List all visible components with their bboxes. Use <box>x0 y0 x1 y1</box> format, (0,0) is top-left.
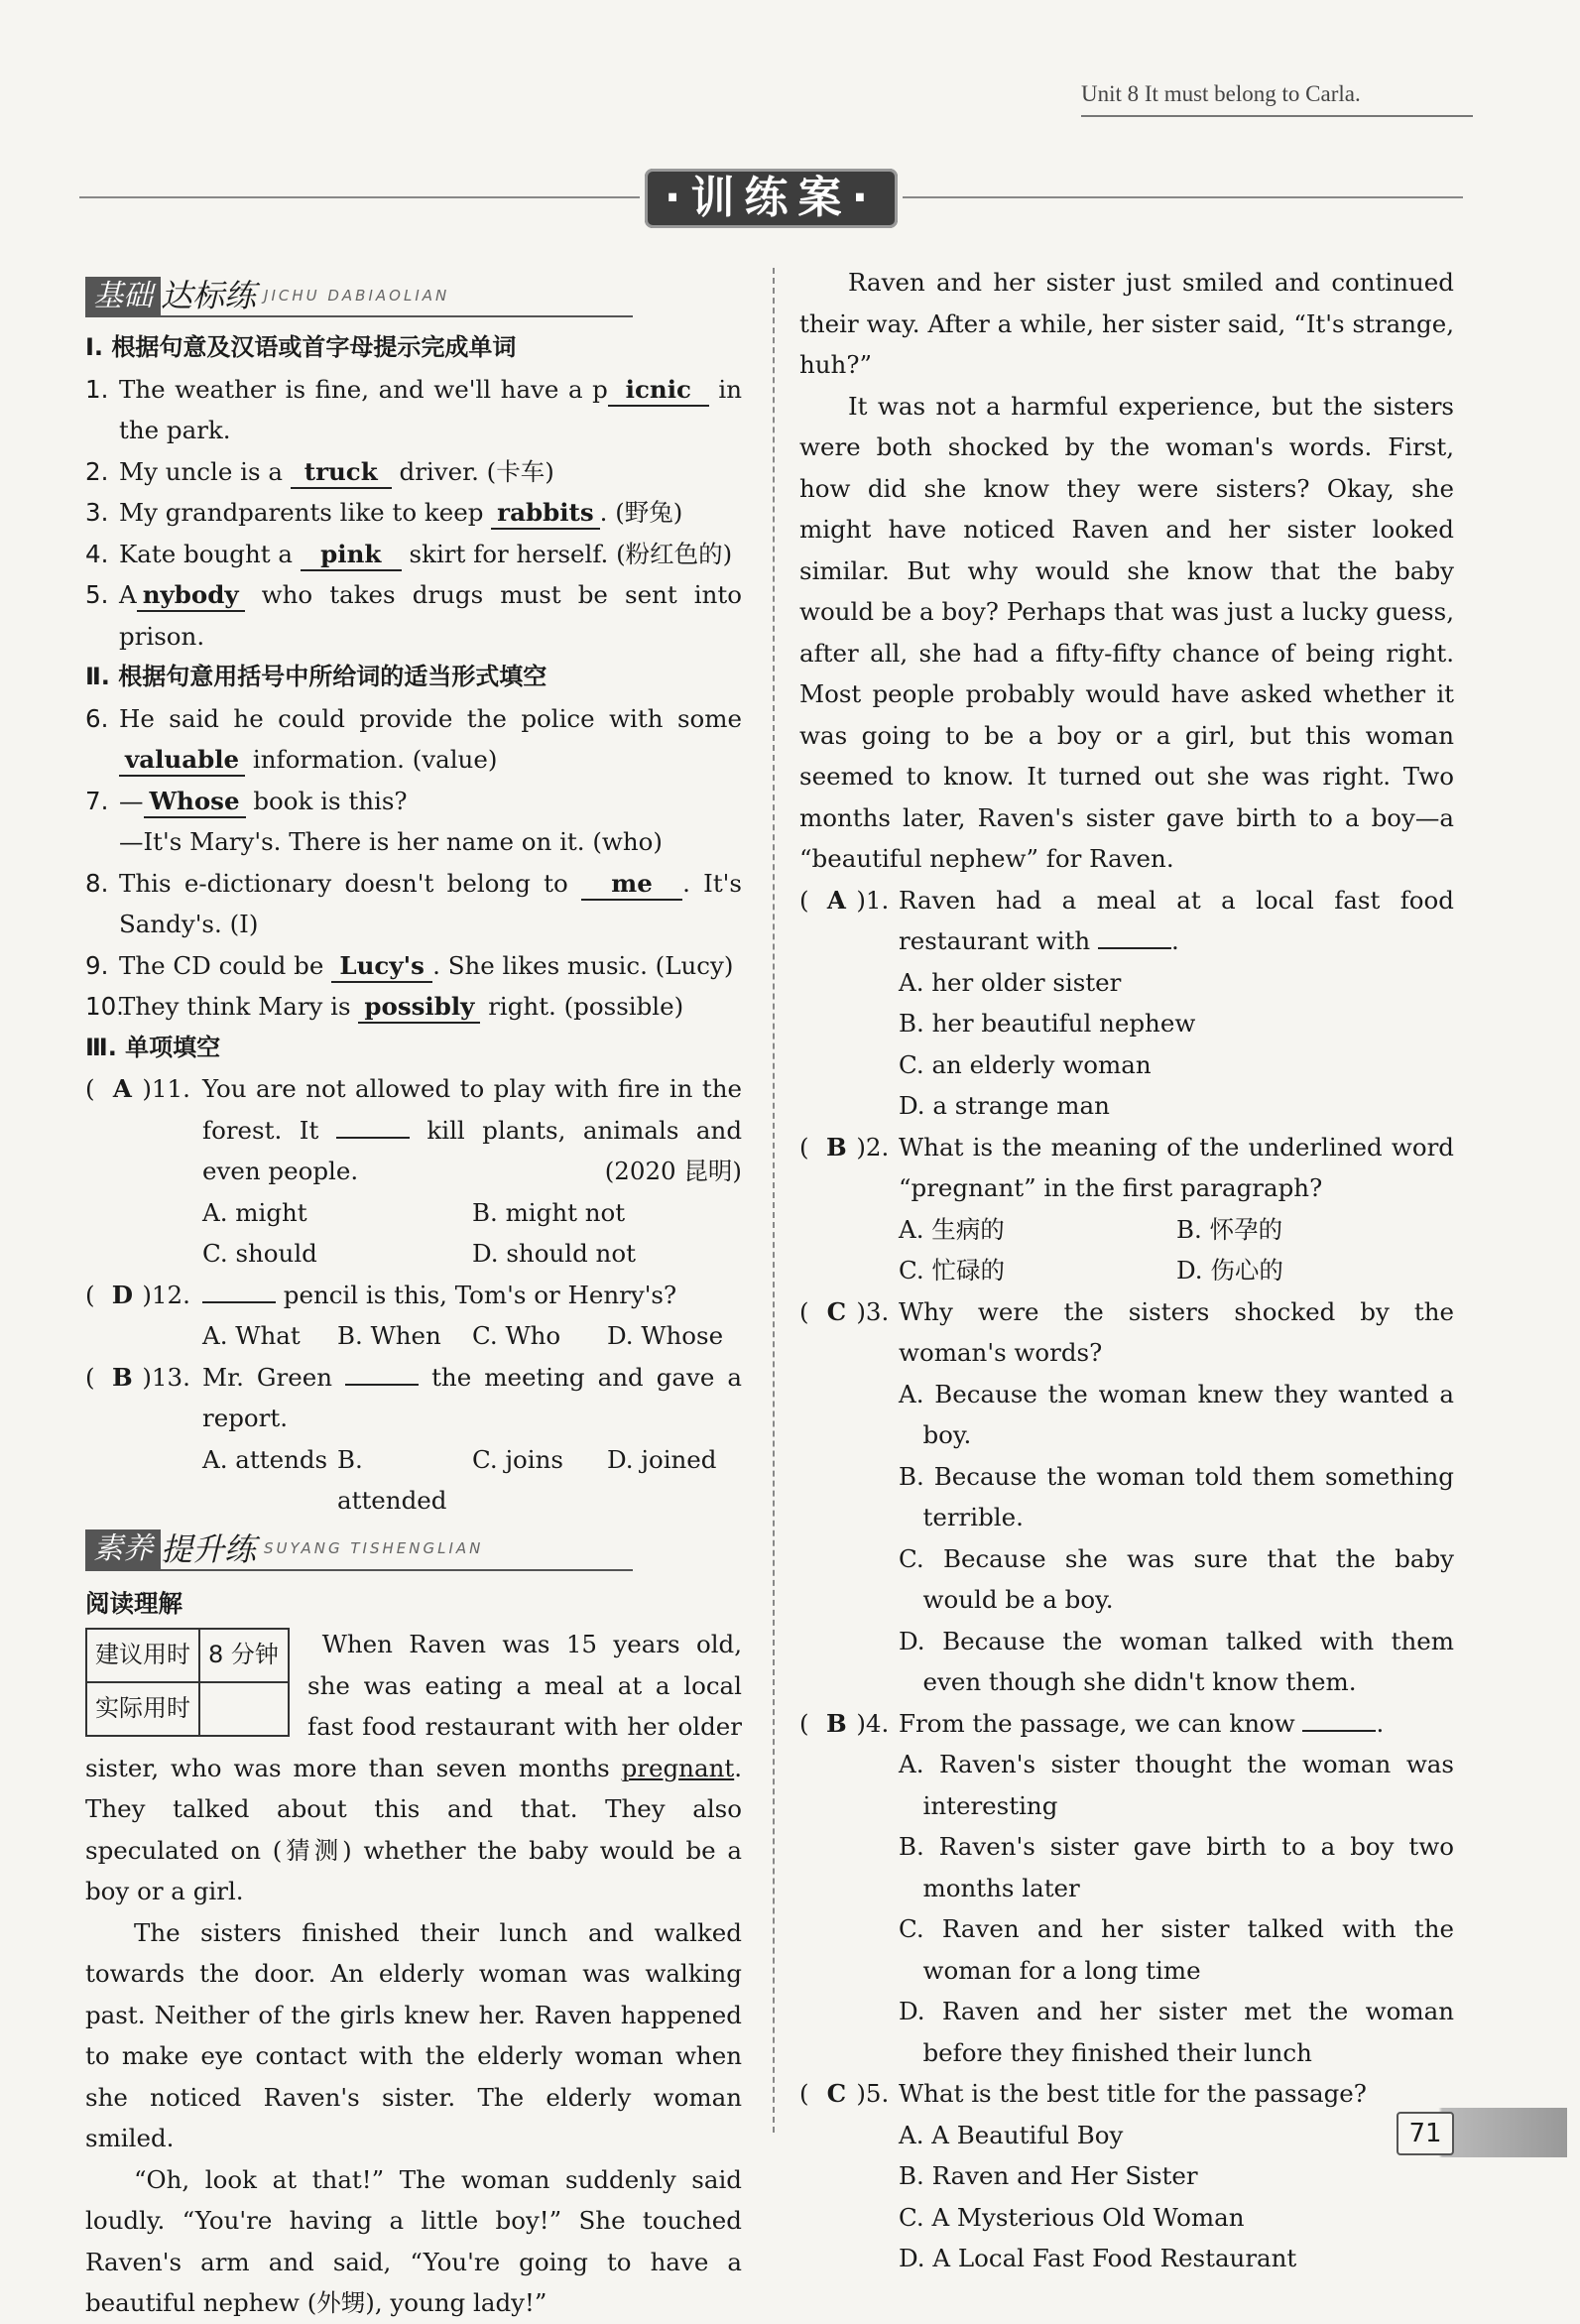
option: C. Raven and her sister talked with the woman for a long time <box>899 1914 1454 1985</box>
reading-question: ( B )2. What is the meaning of the underlined word “pregnant” in the first paragraph? A. 生病的 B. 怀孕的 C. 忙碌的 D. 伤心的 <box>799 1127 1454 1291</box>
options-13: A. attends B. attended C. joins D. joined <box>202 1444 717 1515</box>
column-divider <box>773 268 775 2133</box>
option: B. Because the woman told them something terrible. <box>899 1461 1454 1531</box>
question-13: ( B )13. Mr. Green the meeting and gave a report. <box>85 1357 742 1439</box>
part-heading: Ⅱ. 根据句意用括号中所给词的适当形式填空 <box>85 663 547 690</box>
section-banner: ·训练案· <box>645 169 898 228</box>
question-options <box>799 2115 1454 2279</box>
passage-paragraph-4: Raven and her sister just smiled and continued their way. After a while, her sister said, “It's strange, huh?” <box>799 268 1454 379</box>
option: B. her beautiful nephew <box>899 1009 1196 1038</box>
question-options: A. 生病的 B. 怀孕的 C. 忙碌的 D. 伤心的 <box>899 1214 1283 1284</box>
passage-paragraph-3: “Oh, look at that!” The woman suddenly said loudly. “You're having a little boy!” She touched Raven's arm and said, “You're going to have a beautiful nephew (外甥), young lady!” <box>85 2164 742 2317</box>
reading-questions <box>799 880 1454 2279</box>
running-head-rule <box>1081 115 1473 117</box>
section-header-advanced <box>85 1528 742 1579</box>
answer-blank[interactable]: Lucy's <box>331 951 432 983</box>
question-options <box>799 1374 1454 1703</box>
option: C. A Mysterious Old Woman <box>899 2202 1245 2232</box>
part-heading: Ⅰ. 根据句意及汉语或首字母提示完成单词 <box>85 333 517 361</box>
part2-list <box>85 698 742 1028</box>
fill-item: 4. Kate bought a pink skirt for herself. (粉红色的) <box>85 534 742 575</box>
option: B. Raven and Her Sister <box>899 2161 1198 2190</box>
option: D. A Local Fast Food Restaurant <box>899 2244 1297 2272</box>
answer-blank <box>1098 921 1171 949</box>
fill-item: 8. This e-dictionary doesn't belong to me . It's Sandy's. (I) <box>85 868 742 938</box>
answer-blank[interactable]: valuable <box>119 745 245 777</box>
answer-blank <box>345 1358 419 1386</box>
title-rule-left <box>79 196 640 198</box>
section-underline <box>85 1569 633 1571</box>
question-options <box>799 1744 1454 2073</box>
answer-blank[interactable]: me <box>581 869 682 901</box>
answer-blank[interactable]: Whose <box>144 787 246 818</box>
time-table: 建议用时 8 分钟 实际用时 <box>85 1628 290 1737</box>
reading-heading: 阅读理解 <box>85 1588 182 1618</box>
fill-item: 7. — Whose book is this? —It's Mary's. There is her name on it. (who) <box>85 786 663 856</box>
passage-paragraph-5: It was not a harmful experience, but the sisters were both shocked by the woman's words. First, how did she know they were sisters? Okay, she might have noticed Raven and her sister looked similar. But why would she know that the baby would be a boy? Perhaps that was just a lucky guess, after all, she had a fifty-fifty chance of being right. Most people probably would have asked whether it was going to be a boy or a girl, but this woman seemed to know. It turned out she was right. Two months later, Raven's sister gave birth to a boy—a “beautiful nephew” for Raven. <box>799 391 1454 873</box>
answer-blank[interactable]: truck <box>291 457 392 489</box>
answer-letter: A <box>826 885 846 915</box>
section-title: 达标练 <box>161 276 257 314</box>
fill-item: 3. My grandparents like to keep rabbits . (野兔) <box>85 492 742 534</box>
answer-letter: C <box>826 1296 847 1326</box>
fill-item: 2. My uncle is a truck driver. (卡车) <box>85 451 742 493</box>
section-badge: 素养 <box>85 1529 161 1569</box>
reading-question: ( B )4. From the passage, we can know . A. Raven's sister thought the woman was interesting B. Raven's sister gave birth to a boy two months later C. Raven and her sister talked with the woman for a long time D. Raven and her sister met the woman before they finished their lunch <box>799 1703 1454 2074</box>
section-header-basic <box>85 274 742 325</box>
part1-list <box>85 369 742 658</box>
option: D. a strange man <box>899 1091 1110 1120</box>
left-column <box>85 274 742 2324</box>
answer-blank[interactable]: possibly <box>358 992 480 1024</box>
section-badge: 基础 <box>85 277 161 316</box>
reading-question: ( A )1. Raven had a meal at a local fast food restaurant with . A. her older sister B. her beautiful nephew C. an elderly woman D. a strange man <box>799 880 1454 1127</box>
fill-item: 9. The CD could be Lucy's . She likes music. (Lucy) <box>85 945 742 987</box>
title-rule-right <box>903 196 1463 198</box>
answer-letter: B <box>826 1708 847 1738</box>
option: C. an elderly woman <box>899 1049 1152 1079</box>
option: A. her older sister <box>899 967 1122 997</box>
answer-blank[interactable]: nybody <box>137 580 245 612</box>
answer-letter: A <box>112 1074 132 1103</box>
fill-item: 5. A nybody who takes drugs must be sent into prison. <box>85 580 742 651</box>
option: A. Because the woman knew they wanted a boy. <box>899 1379 1454 1449</box>
fill-item: 10. They think Mary is possibly right. (possible) <box>85 986 742 1028</box>
answer-letter: C <box>826 2079 847 2108</box>
answer-blank[interactable]: pink <box>301 540 402 571</box>
right-column <box>799 262 1454 2279</box>
fill-item: 6. He said he could provide the police with some valuable information. (value) <box>85 698 742 781</box>
question-11: ( A )11. You are not allowed to play with fire in the forest. It kill plants, animals and even people. (2020 昆明) <box>85 1068 742 1192</box>
question-12: ( D )12. pencil is this, Tom's or Henry's? <box>85 1275 742 1316</box>
answer-letter: D <box>111 1280 133 1309</box>
answer-blank[interactable]: icnic <box>608 375 709 407</box>
section-underline <box>85 315 633 317</box>
options-12: A. What B. When C. Who D. Whose <box>202 1321 724 1350</box>
passage-paragraph-2: The sisters finished their lunch and walked towards the door. An elderly woman was walking past. Neither of the girls knew her. Raven happened to make eye contact with the elderly woman when she noticed Raven's sister. The elderly woman smiled. <box>85 1917 742 2152</box>
option: D. Because the woman talked with them even though she didn't know them. <box>899 1626 1454 1696</box>
question-source: (2020 昆明) <box>604 1157 742 1185</box>
options-11: A. might B. might not C. should D. should not <box>202 1197 636 1268</box>
answer-letter: B <box>112 1362 133 1392</box>
part-heading: Ⅲ. 单项填空 <box>85 1033 221 1061</box>
answer-blank <box>336 1111 410 1139</box>
option: A. A Beautiful Boy <box>899 2120 1124 2149</box>
question-options <box>799 962 1454 1127</box>
section-pinyin: SUYANG TISHENGLIAN <box>264 1539 484 1558</box>
section-title: 提升练 <box>161 1529 257 1568</box>
underlined-word: pregnant <box>621 1753 735 1782</box>
answer-blank <box>1302 1704 1376 1732</box>
passage-paragraph-1: When Raven was 15 years old, she was eating a meal at a local fast food restaurant with her older sister, who was more than seven months pregnant. They talked about this and that. They also speculated on (猜测) whether the baby would be a boy or a girl. <box>85 1630 742 1905</box>
reading-question: ( C )5. What is the best title for the passage? A. A Beautiful Boy B. Raven and Her Sister C. A Mysterious Old Woman D. A Local Fast Food Restaurant <box>799 2073 1454 2279</box>
answer-letter: B <box>826 1132 847 1162</box>
fill-item: 1. The weather is fine, and we'll have a p icnic in the park. <box>85 374 742 444</box>
answer-blank[interactable]: rabbits <box>491 498 599 530</box>
option: A. Raven's sister thought the woman was interesting <box>899 1750 1454 1820</box>
running-head: Unit 8 It must belong to Carla. <box>1081 81 1361 106</box>
page-number: 71 <box>1397 2112 1454 2155</box>
page-number-tab <box>1389 2108 1567 2157</box>
section-pinyin: JICHU DABIAOLIAN <box>264 286 450 305</box>
option: C. Because she was sure that the baby would be a boy. <box>899 1543 1454 1614</box>
reading-passage <box>85 1624 742 2324</box>
answer-blank <box>202 1276 276 1303</box>
option: B. Raven's sister gave birth to a boy two months later <box>899 1832 1454 1902</box>
option: D. Raven and her sister met the woman before they finished their lunch <box>899 1997 1454 2067</box>
reading-question: ( C )3. Why were the sisters shocked by the woman's words? A. Because the woman knew they wanted a boy. B. Because the woman told them something terrible. C. Because she was sure that the baby would be a boy. D. Because the woman talked with them even though she didn't know them. <box>799 1291 1454 1703</box>
actual-time-cell[interactable] <box>199 1682 289 1736</box>
